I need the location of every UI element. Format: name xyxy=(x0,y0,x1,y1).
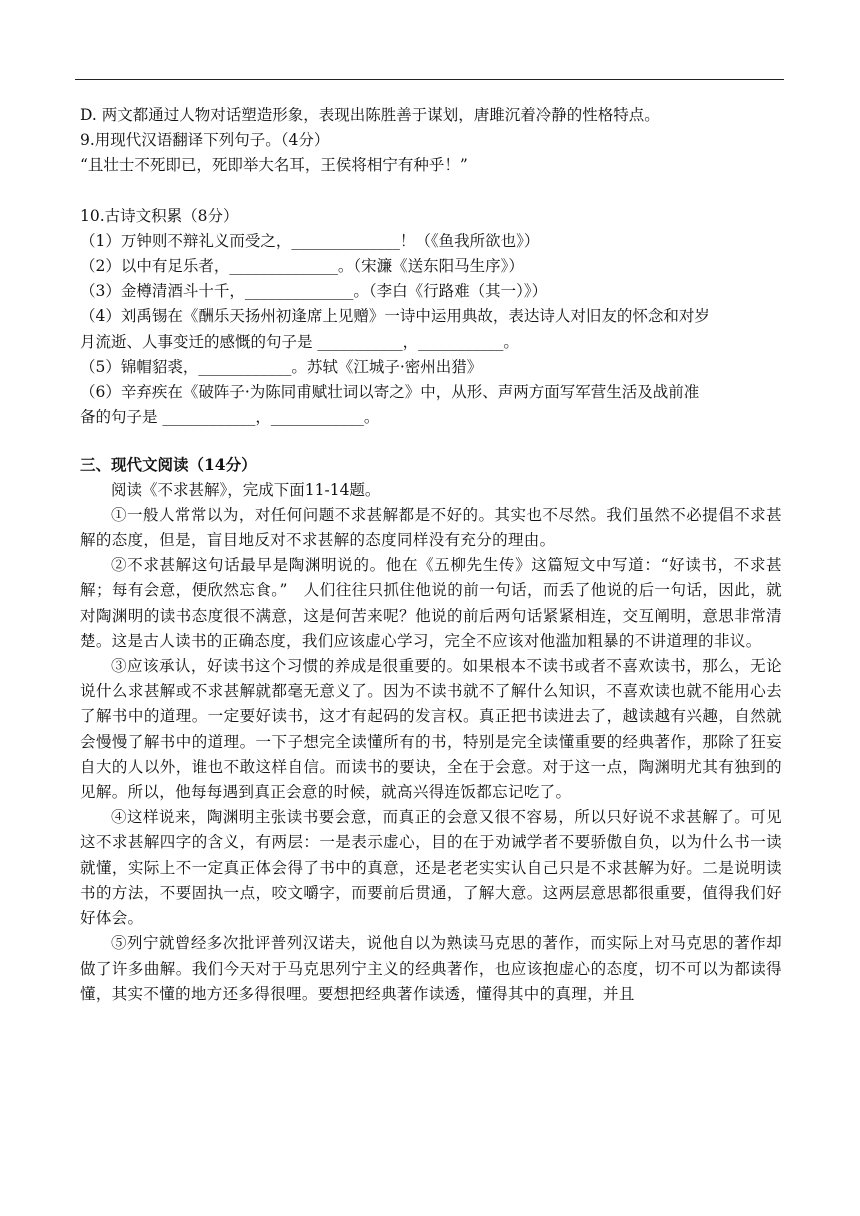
option-d: D. 两文都通过人物对话塑造形象，表现出陈胜善于谋划，唐雎沉着冷静的性格特点。 xyxy=(80,106,660,124)
question-10-item-2: （2）以中有足乐者，______________。（宋濂《送东阳马生序》） xyxy=(80,257,524,276)
header-rule xyxy=(75,79,784,80)
paragraph-3: ③应该承认，好读书这个习惯的养成是很重要的。如果根本不读书或者不喜欢读书，那么，无论说什么求甚解或不求甚解就都毫无意义了。因为不读书就不了解什么知识，不喜欢读也就不能用心去了解书中的道理。一定要好读书，这才有起码的发言权。真正把书读进去了，越读越有兴趣，自然就会慢慢了解书中的道理。一下子想完全读懂所有的书，特别是完全读懂重要的经典著作，那除了狂妄自大的人以外，谁也不敢这样自信。而读书的要诀，全在于会意。对于这一点，陶渊明尤其有独到的见解。所以，他每每遇到真正会意的时候，就高兴得连饭都忘记吃了。 xyxy=(80,657,782,802)
reading-intro: 阅读《不求甚解》，完成下面11-14题。 xyxy=(111,480,381,499)
question-10-item-4-line-2: 月流逝、人事变迁的感慨的句子是 ___________，___________。 xyxy=(80,332,519,351)
paragraph-5: ⑤列宁就曾经多次批评普列汉诺夫，说他自以为熟读马克思的著作，而实际上对马克思的著作却做了许多曲解。我们今天对于马克思列宁主义的经典著作，也应该抱虚心的态度，切不可以为都读得懂，其实不懂的地方还多得很哩。要想把经典著作读透，懂得其中的真理，并且 xyxy=(80,934,782,1003)
paragraph-1: ①一般人常常以为，对任何问题不求甚解都是不好的。其实也不尽然。我们虽然不必提倡不求甚解的态度，但是，盲目地反对不求甚解的态度同样没有充分的理由。 xyxy=(80,505,782,550)
question-10-item-1: （1）万钟则不辩礼义而受之，______________！（《鱼我所欲也》） xyxy=(80,231,540,250)
spacer xyxy=(80,430,782,452)
page-content xyxy=(80,103,782,1007)
question-9-sentence: “且壮士不死即已，死即举大名耳，王侯将相宁有种乎！” xyxy=(80,156,468,175)
question-10-item-4-line-1: （4）刘禹锡在《酬乐天扬州初逢席上见赠》一诗中运用典故，表达诗人对旧友的怀念和对岁 xyxy=(80,307,710,326)
question-10-item-5: （5）锦帽貂裘，____________。苏轼《江城子·密州出猎》 xyxy=(80,357,483,376)
question-10-item-6-line-2: 备的句子是 ____________，____________。 xyxy=(80,408,380,427)
spacer xyxy=(80,179,782,204)
question-10-heading: 10.古诗文积累（8分） xyxy=(80,206,239,225)
paragraph-2: ②不求甚解这句话最早是陶渊明说的。他在《五柳先生传》这篇短文中写道：“好读书，不求甚解；每有会意，便欣然忘食。” 人们往往只抓住他说的前一句话，而丢了他说的后一句话，因此，就对陶渊明的读书态度很不满意，这是何苦来呢？他说的前后两句话紧紧相连，交互阐明，意思非常清楚。这是古人读书的正确态度，我们应该虚心学习，完全不应该对他滥加粗暴的不讲道理的非议。 xyxy=(80,556,782,650)
question-10-item-6-line-1: （6）辛弃疾在《破阵子·为陈同甫赋壮词以寄之》中，从形、声两方面写军营生活及战前准 xyxy=(80,383,700,402)
paragraph-4: ④这样说来，陶渊明主张读书要会意，而真正的会意又很不容易，所以只好说不求甚解了。可见这不求甚解四字的含义，有两层：一是表示虚心，目的在于劝诫学者不要骄傲自负，以为什么书一读就懂，实际上不一定真正体会得了书中的真意，还是老老实实认自己只是不求甚解为好。二是说明读书的方法，不要固执一点，咬文嚼字，而要前后贯通，了解大意。这两层意思都很重要，值得我们好好体会。 xyxy=(80,808,782,928)
question-9-heading: 9.用现代汉语翻译下列句子。（4分） xyxy=(80,131,330,150)
question-10-item-3: （3）金樽清酒斗十千，______________。（李白《行路难（其一）》） xyxy=(80,282,548,301)
section-3-heading: 三、现代文阅读（14分） xyxy=(80,455,257,475)
